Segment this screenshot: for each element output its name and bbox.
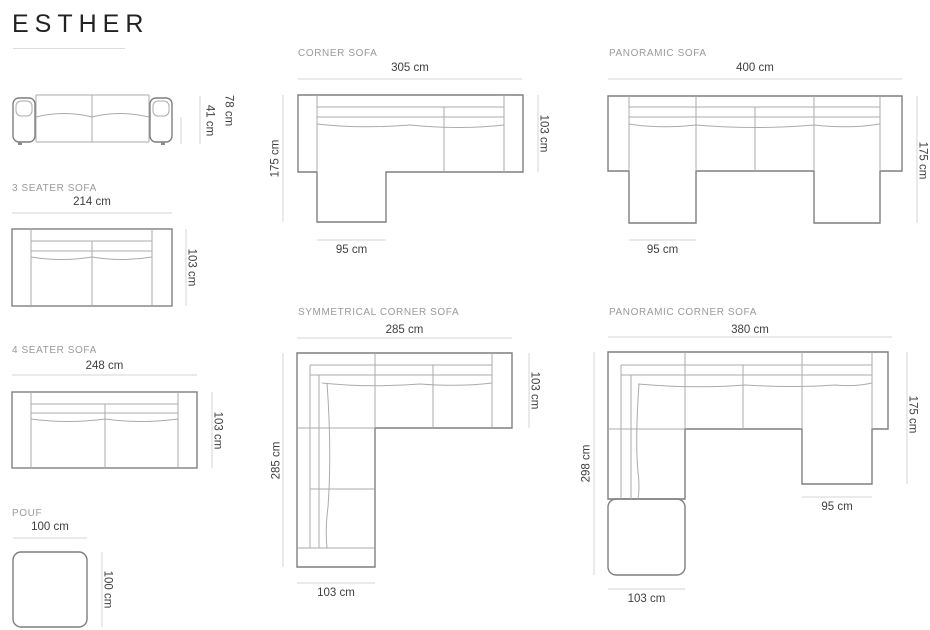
pouf-drawing — [8, 505, 228, 630]
pouf-depth-label: 100 cm — [101, 570, 114, 609]
brand-header — [12, 10, 212, 60]
corner-sofa-diagram — [270, 44, 570, 259]
pouf-width-label: 100 cm — [31, 521, 69, 533]
panoramic-corner-chaise-label: 95 cm — [821, 501, 853, 513]
panoramic-width-label: 400 cm — [736, 62, 774, 74]
panoramic-chaise-label: 95 cm — [646, 244, 679, 256]
panoramic-corner-width-label: 380 cm — [731, 324, 769, 336]
front-height-total-label: 78 cm — [222, 94, 235, 127]
three-seater-width-label: 214 cm — [73, 196, 111, 208]
symmetrical-corner-drawing — [270, 302, 570, 607]
brand-title: ESTHER — [12, 10, 150, 38]
symmetrical-depth-right-label: 103 cm — [528, 371, 541, 410]
symmetrical-width-label: 285 cm — [385, 324, 424, 336]
corner-chaise-label: 95 cm — [335, 244, 368, 256]
panoramic-sofa-diagram — [580, 44, 930, 259]
corner-width-label: 305 cm — [391, 62, 429, 74]
corner-depth-right-label: 103 cm — [537, 114, 550, 153]
front-view-diagram — [8, 90, 238, 152]
four-seater-title: 4 SEATER SOFA — [12, 345, 97, 356]
brand-underline — [13, 48, 125, 49]
three-seater-diagram — [8, 180, 228, 312]
panoramic-sofa-drawing — [580, 44, 930, 259]
front-height-seat-label: 41 cm — [203, 104, 216, 137]
panoramic-sofa-title: PANORAMIC SOFA — [609, 48, 707, 59]
corner-sofa-title: CORNER SOFA — [298, 48, 378, 59]
pouf-title: POUF — [12, 508, 43, 519]
three-seater-title: 3 SEATER SOFA — [12, 183, 97, 194]
panoramic-corner-diagram — [575, 302, 930, 607]
corner-depth-left-label: 175 cm — [269, 139, 282, 178]
symmetrical-corner-title: SYMMETRICAL CORNER SOFA — [298, 307, 460, 318]
four-seater-width-label: 248 cm — [85, 360, 124, 372]
panoramic-depth-right-label: 175 cm — [916, 141, 929, 180]
symmetrical-depth-left-label: 285 cm — [270, 441, 283, 480]
corner-sofa-drawing — [270, 44, 570, 259]
symmetrical-corner-diagram — [270, 302, 570, 607]
panoramic-corner-title: PANORAMIC CORNER SOFA — [609, 307, 757, 318]
panoramic-corner-drawing — [575, 302, 930, 607]
panoramic-corner-bottom-label: 103 cm — [627, 593, 666, 605]
panoramic-corner-depth-left-label: 298 cm — [580, 444, 593, 483]
symmetrical-bottom-label: 103 cm — [317, 587, 355, 599]
four-seater-depth-label: 103 cm — [211, 411, 224, 450]
three-seater-depth-label: 103 cm — [185, 248, 198, 287]
four-seater-diagram — [8, 342, 248, 474]
pouf-diagram — [8, 505, 228, 630]
panoramic-corner-depth-right-label: 175 cm — [906, 395, 919, 434]
